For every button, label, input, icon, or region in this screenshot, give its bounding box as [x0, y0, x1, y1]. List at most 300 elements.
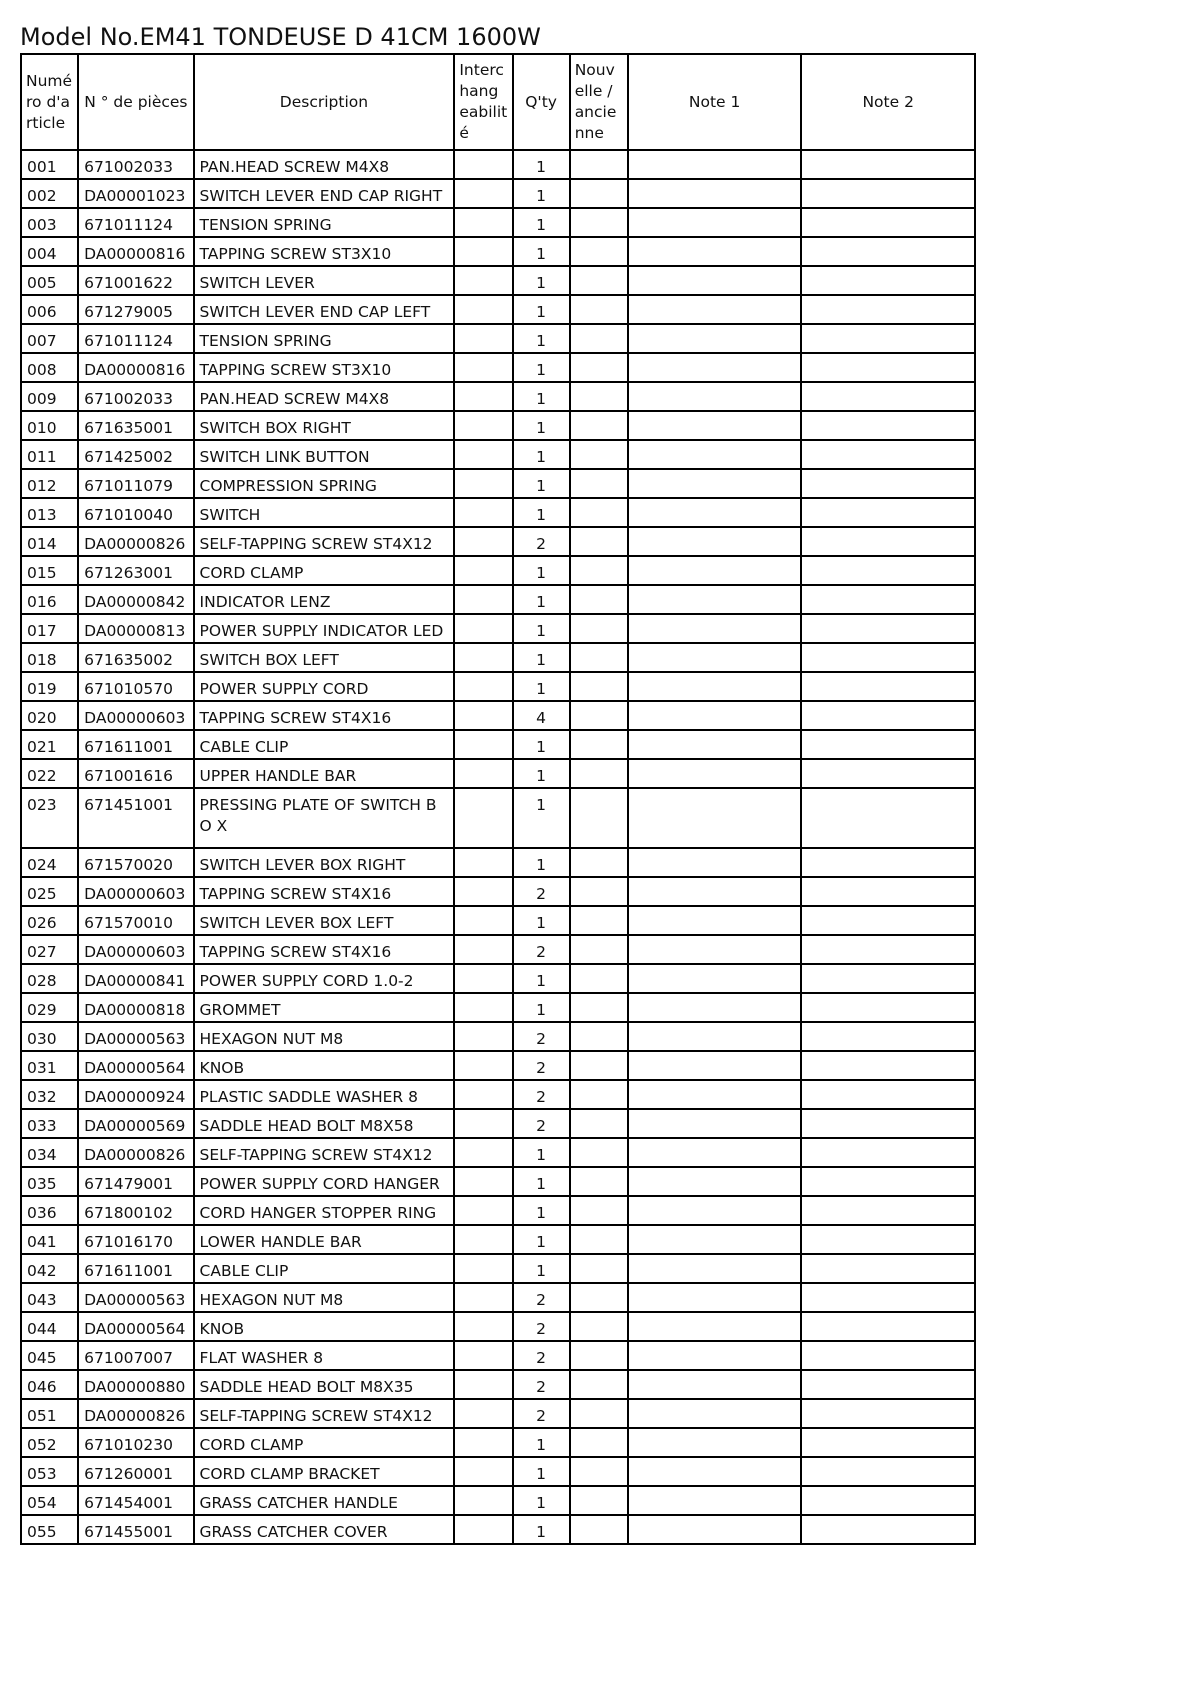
cell-new-old: [570, 324, 628, 353]
cell-item-number: 015: [21, 556, 78, 585]
cell-quantity: 1: [513, 208, 570, 237]
table-row: [21, 1312, 975, 1341]
cell-interchangeability: [454, 877, 512, 906]
cell-part-number: DA00000826: [78, 527, 193, 556]
cell-quantity: 1: [513, 179, 570, 208]
cell-description: POWER SUPPLY CORD HANGER: [194, 1167, 455, 1196]
cell-note-2: [801, 1022, 975, 1051]
table-row: [21, 788, 975, 848]
cell-new-old: [570, 585, 628, 614]
cell-note-1: [628, 701, 802, 730]
cell-quantity: 1: [513, 556, 570, 585]
cell-part-number: 671002033: [78, 382, 193, 411]
table-row: [21, 848, 975, 877]
cell-note-1: [628, 1080, 802, 1109]
cell-description: SWITCH BOX LEFT: [194, 643, 455, 672]
cell-note-2: [801, 295, 975, 324]
cell-item-number: 027: [21, 935, 78, 964]
cell-part-number: DA00000564: [78, 1312, 193, 1341]
cell-interchangeability: [454, 1428, 512, 1457]
cell-note-2: [801, 935, 975, 964]
table-row: [21, 585, 975, 614]
cell-new-old: [570, 353, 628, 382]
cell-quantity: 2: [513, 1022, 570, 1051]
cell-interchangeability: [454, 353, 512, 382]
cell-note-2: [801, 1428, 975, 1457]
cell-interchangeability: [454, 295, 512, 324]
cell-description: SELF-TAPPING SCREW ST4X12: [194, 1138, 455, 1167]
cell-new-old: [570, 614, 628, 643]
cell-new-old: [570, 848, 628, 877]
cell-new-old: [570, 527, 628, 556]
cell-new-old: [570, 1283, 628, 1312]
cell-description: COMPRESSION SPRING: [194, 469, 455, 498]
cell-interchangeability: [454, 150, 512, 179]
cell-note-2: [801, 440, 975, 469]
cell-interchangeability: [454, 1283, 512, 1312]
header-quantity: Q'ty: [513, 54, 570, 150]
cell-part-number: 671001616: [78, 759, 193, 788]
cell-item-number: 013: [21, 498, 78, 527]
cell-note-1: [628, 1022, 802, 1051]
cell-item-number: 004: [21, 237, 78, 266]
cell-note-2: [801, 643, 975, 672]
cell-note-2: [801, 1399, 975, 1428]
cell-description: SADDLE HEAD BOLT M8X35: [194, 1370, 455, 1399]
cell-note-1: [628, 353, 802, 382]
table-row: [21, 150, 975, 179]
cell-quantity: 1: [513, 1428, 570, 1457]
cell-note-2: [801, 469, 975, 498]
cell-note-2: [801, 237, 975, 266]
cell-note-1: [628, 1196, 802, 1225]
table-row: [21, 411, 975, 440]
cell-note-2: [801, 382, 975, 411]
cell-note-1: [628, 440, 802, 469]
table-row: [21, 1486, 975, 1515]
cell-description: CORD CLAMP: [194, 1428, 455, 1457]
cell-quantity: 1: [513, 585, 570, 614]
cell-item-number: 032: [21, 1080, 78, 1109]
cell-item-number: 009: [21, 382, 78, 411]
cell-note-2: [801, 877, 975, 906]
table-row: [21, 877, 975, 906]
cell-part-number: 671011124: [78, 324, 193, 353]
cell-part-number: 671479001: [78, 1167, 193, 1196]
cell-item-number: 045: [21, 1341, 78, 1370]
cell-interchangeability: [454, 701, 512, 730]
cell-new-old: [570, 556, 628, 585]
cell-note-1: [628, 208, 802, 237]
table-row: [21, 1428, 975, 1457]
cell-quantity: 1: [513, 730, 570, 759]
cell-interchangeability: [454, 1515, 512, 1544]
cell-item-number: 010: [21, 411, 78, 440]
cell-description: PLASTIC SADDLE WASHER 8: [194, 1080, 455, 1109]
cell-quantity: 2: [513, 527, 570, 556]
cell-new-old: [570, 935, 628, 964]
cell-new-old: [570, 1051, 628, 1080]
cell-note-2: [801, 730, 975, 759]
header-item-number: Numé ro d'a rticle: [21, 54, 78, 150]
cell-note-1: [628, 585, 802, 614]
cell-part-number: 671570010: [78, 906, 193, 935]
cell-interchangeability: [454, 730, 512, 759]
cell-interchangeability: [454, 469, 512, 498]
cell-part-number: DA00000818: [78, 993, 193, 1022]
header-note-1: Note 1: [628, 54, 802, 150]
cell-new-old: [570, 730, 628, 759]
cell-item-number: 014: [21, 527, 78, 556]
cell-description: TAPPING SCREW ST4X16: [194, 877, 455, 906]
cell-quantity: 4: [513, 701, 570, 730]
cell-note-2: [801, 150, 975, 179]
table-row: [21, 295, 975, 324]
table-row: [21, 1341, 975, 1370]
cell-note-1: [628, 179, 802, 208]
cell-note-2: [801, 527, 975, 556]
cell-part-number: DA00000842: [78, 585, 193, 614]
cell-interchangeability: [454, 993, 512, 1022]
cell-interchangeability: [454, 1486, 512, 1515]
cell-note-2: [801, 1515, 975, 1544]
cell-note-2: [801, 672, 975, 701]
cell-new-old: [570, 382, 628, 411]
cell-description: POWER SUPPLY CORD 1.0-2: [194, 964, 455, 993]
cell-note-1: [628, 993, 802, 1022]
cell-note-1: [628, 295, 802, 324]
cell-new-old: [570, 643, 628, 672]
cell-quantity: 2: [513, 935, 570, 964]
cell-note-2: [801, 324, 975, 353]
table-row: [21, 1283, 975, 1312]
cell-description: SADDLE HEAD BOLT M8X58: [194, 1109, 455, 1138]
table-row: [21, 1138, 975, 1167]
cell-item-number: 029: [21, 993, 78, 1022]
cell-quantity: 1: [513, 1486, 570, 1515]
cell-item-number: 055: [21, 1515, 78, 1544]
cell-part-number: DA00000603: [78, 701, 193, 730]
cell-item-number: 006: [21, 295, 78, 324]
cell-item-number: 035: [21, 1167, 78, 1196]
cell-quantity: 1: [513, 353, 570, 382]
cell-description: SWITCH BOX RIGHT: [194, 411, 455, 440]
cell-note-1: [628, 643, 802, 672]
cell-note-2: [801, 353, 975, 382]
table-row: [21, 1254, 975, 1283]
cell-note-2: [801, 1196, 975, 1225]
cell-quantity: 1: [513, 440, 570, 469]
page-title: Model No.EM41 TONDEUSE D 41CM 1600W: [20, 23, 541, 51]
cell-note-2: [801, 556, 975, 585]
cell-note-2: [801, 1312, 975, 1341]
cell-part-number: DA00000563: [78, 1283, 193, 1312]
cell-note-1: [628, 1486, 802, 1515]
table-row: [21, 1457, 975, 1486]
cell-part-number: DA00000816: [78, 353, 193, 382]
cell-quantity: 1: [513, 1515, 570, 1544]
cell-interchangeability: [454, 788, 512, 848]
cell-item-number: 008: [21, 353, 78, 382]
cell-new-old: [570, 440, 628, 469]
cell-item-number: 001: [21, 150, 78, 179]
cell-description: SWITCH LEVER END CAP LEFT: [194, 295, 455, 324]
cell-description: TAPPING SCREW ST3X10: [194, 237, 455, 266]
cell-new-old: [570, 701, 628, 730]
cell-description: HEXAGON NUT M8: [194, 1283, 455, 1312]
cell-new-old: [570, 964, 628, 993]
parts-table: [20, 53, 976, 1545]
cell-new-old: [570, 295, 628, 324]
cell-quantity: 1: [513, 614, 570, 643]
cell-item-number: 044: [21, 1312, 78, 1341]
cell-part-number: 671010230: [78, 1428, 193, 1457]
cell-description: GRASS CATCHER COVER: [194, 1515, 455, 1544]
cell-quantity: 1: [513, 411, 570, 440]
cell-note-2: [801, 848, 975, 877]
cell-description: FLAT WASHER 8: [194, 1341, 455, 1370]
cell-item-number: 054: [21, 1486, 78, 1515]
cell-interchangeability: [454, 1399, 512, 1428]
cell-part-number: 671011079: [78, 469, 193, 498]
cell-new-old: [570, 1225, 628, 1254]
cell-item-number: 052: [21, 1428, 78, 1457]
cell-part-number: DA00000603: [78, 935, 193, 964]
cell-new-old: [570, 993, 628, 1022]
table-row: [21, 1515, 975, 1544]
cell-new-old: [570, 877, 628, 906]
cell-part-number: 671002033: [78, 150, 193, 179]
cell-note-1: [628, 1109, 802, 1138]
cell-quantity: 2: [513, 1051, 570, 1080]
table-row: [21, 614, 975, 643]
table-row: [21, 643, 975, 672]
table-row: [21, 964, 975, 993]
cell-part-number: DA00000826: [78, 1399, 193, 1428]
cell-interchangeability: [454, 1022, 512, 1051]
cell-note-2: [801, 964, 975, 993]
cell-part-number: 671010570: [78, 672, 193, 701]
cell-quantity: 1: [513, 672, 570, 701]
cell-part-number: DA00000826: [78, 1138, 193, 1167]
cell-note-2: [801, 585, 975, 614]
cell-interchangeability: [454, 179, 512, 208]
cell-quantity: 1: [513, 295, 570, 324]
cell-interchangeability: [454, 266, 512, 295]
cell-note-1: [628, 150, 802, 179]
cell-quantity: 1: [513, 759, 570, 788]
cell-note-2: [801, 1457, 975, 1486]
cell-note-1: [628, 788, 802, 848]
cell-item-number: 002: [21, 179, 78, 208]
cell-description: POWER SUPPLY INDICATOR LED: [194, 614, 455, 643]
cell-description: SWITCH LEVER: [194, 266, 455, 295]
cell-description: UPPER HANDLE BAR: [194, 759, 455, 788]
cell-description: TAPPING SCREW ST4X16: [194, 701, 455, 730]
cell-interchangeability: [454, 643, 512, 672]
table-row: [21, 1370, 975, 1399]
cell-interchangeability: [454, 208, 512, 237]
cell-item-number: 036: [21, 1196, 78, 1225]
cell-interchangeability: [454, 1457, 512, 1486]
cell-item-number: 051: [21, 1399, 78, 1428]
cell-item-number: 019: [21, 672, 78, 701]
cell-item-number: 033: [21, 1109, 78, 1138]
cell-interchangeability: [454, 906, 512, 935]
cell-new-old: [570, 1022, 628, 1051]
cell-note-1: [628, 266, 802, 295]
table-row: [21, 527, 975, 556]
cell-note-1: [628, 1341, 802, 1370]
cell-interchangeability: [454, 1370, 512, 1399]
cell-note-2: [801, 1167, 975, 1196]
cell-interchangeability: [454, 1051, 512, 1080]
cell-item-number: 023: [21, 788, 78, 848]
cell-item-number: 016: [21, 585, 78, 614]
cell-quantity: 2: [513, 1283, 570, 1312]
cell-note-1: [628, 1138, 802, 1167]
header-description: Description: [194, 54, 455, 150]
cell-note-1: [628, 382, 802, 411]
table-row: [21, 353, 975, 382]
cell-note-2: [801, 266, 975, 295]
cell-item-number: 043: [21, 1283, 78, 1312]
cell-note-1: [628, 411, 802, 440]
cell-description: TENSION SPRING: [194, 324, 455, 353]
cell-description: TAPPING SCREW ST3X10: [194, 353, 455, 382]
cell-note-2: [801, 208, 975, 237]
cell-new-old: [570, 1138, 628, 1167]
table-row: [21, 1167, 975, 1196]
cell-new-old: [570, 1167, 628, 1196]
cell-item-number: 021: [21, 730, 78, 759]
cell-new-old: [570, 498, 628, 527]
table-row: [21, 1022, 975, 1051]
cell-quantity: 1: [513, 964, 570, 993]
cell-new-old: [570, 179, 628, 208]
cell-note-2: [801, 1370, 975, 1399]
cell-note-2: [801, 1225, 975, 1254]
cell-note-2: [801, 1283, 975, 1312]
cell-description: CORD HANGER STOPPER RING: [194, 1196, 455, 1225]
cell-description: SWITCH LEVER END CAP RIGHT: [194, 179, 455, 208]
cell-quantity: 2: [513, 1109, 570, 1138]
cell-quantity: 1: [513, 993, 570, 1022]
cell-part-number: DA00001023: [78, 179, 193, 208]
cell-note-1: [628, 527, 802, 556]
cell-quantity: 1: [513, 848, 570, 877]
cell-new-old: [570, 1254, 628, 1283]
cell-item-number: 011: [21, 440, 78, 469]
cell-interchangeability: [454, 1138, 512, 1167]
table-row: [21, 324, 975, 353]
cell-description: SELF-TAPPING SCREW ST4X12: [194, 527, 455, 556]
cell-note-1: [628, 469, 802, 498]
cell-quantity: 2: [513, 877, 570, 906]
cell-description: CORD CLAMP: [194, 556, 455, 585]
cell-note-1: [628, 1051, 802, 1080]
cell-note-1: [628, 237, 802, 266]
cell-new-old: [570, 1370, 628, 1399]
cell-description: SWITCH LEVER BOX LEFT: [194, 906, 455, 935]
cell-quantity: 2: [513, 1312, 570, 1341]
cell-note-2: [801, 614, 975, 643]
cell-part-number: 671016170: [78, 1225, 193, 1254]
cell-note-2: [801, 179, 975, 208]
cell-new-old: [570, 1109, 628, 1138]
cell-item-number: 018: [21, 643, 78, 672]
cell-note-1: [628, 1399, 802, 1428]
table-row: [21, 1196, 975, 1225]
cell-note-1: [628, 935, 802, 964]
cell-description: KNOB: [194, 1051, 455, 1080]
cell-quantity: 1: [513, 469, 570, 498]
cell-interchangeability: [454, 1080, 512, 1109]
cell-note-1: [628, 556, 802, 585]
cell-part-number: 671800102: [78, 1196, 193, 1225]
cell-interchangeability: [454, 237, 512, 266]
table-header: [21, 54, 975, 150]
cell-part-number: DA00000563: [78, 1022, 193, 1051]
table-row: [21, 266, 975, 295]
cell-part-number: DA00000569: [78, 1109, 193, 1138]
header-new-old: Nouv elle / ancie nne: [570, 54, 628, 150]
cell-note-1: [628, 1515, 802, 1544]
cell-quantity: 1: [513, 1167, 570, 1196]
cell-note-1: [628, 324, 802, 353]
table-row: [21, 1080, 975, 1109]
cell-part-number: 671451001: [78, 788, 193, 848]
cell-part-number: 671611001: [78, 730, 193, 759]
cell-item-number: 046: [21, 1370, 78, 1399]
cell-description: SELF-TAPPING SCREW ST4X12: [194, 1399, 455, 1428]
cell-interchangeability: [454, 498, 512, 527]
cell-part-number: 671635001: [78, 411, 193, 440]
cell-item-number: 025: [21, 877, 78, 906]
table-row: [21, 730, 975, 759]
cell-part-number: 671454001: [78, 1486, 193, 1515]
cell-item-number: 026: [21, 906, 78, 935]
cell-quantity: 2: [513, 1370, 570, 1399]
cell-quantity: 1: [513, 266, 570, 295]
cell-note-1: [628, 906, 802, 935]
table-body: [21, 150, 975, 1544]
cell-quantity: 1: [513, 643, 570, 672]
cell-description: CABLE CLIP: [194, 1254, 455, 1283]
table-row: [21, 498, 975, 527]
cell-note-2: [801, 1080, 975, 1109]
cell-item-number: 031: [21, 1051, 78, 1080]
cell-note-1: [628, 848, 802, 877]
cell-part-number: 671279005: [78, 295, 193, 324]
cell-new-old: [570, 150, 628, 179]
cell-part-number: 671260001: [78, 1457, 193, 1486]
cell-interchangeability: [454, 935, 512, 964]
cell-note-1: [628, 1254, 802, 1283]
table-row: [21, 759, 975, 788]
cell-quantity: 1: [513, 324, 570, 353]
table-row: [21, 701, 975, 730]
cell-item-number: 020: [21, 701, 78, 730]
cell-item-number: 005: [21, 266, 78, 295]
cell-quantity: 2: [513, 1399, 570, 1428]
cell-note-2: [801, 701, 975, 730]
cell-part-number: DA00000816: [78, 237, 193, 266]
cell-new-old: [570, 1399, 628, 1428]
cell-interchangeability: [454, 527, 512, 556]
cell-note-1: [628, 1457, 802, 1486]
cell-new-old: [570, 672, 628, 701]
